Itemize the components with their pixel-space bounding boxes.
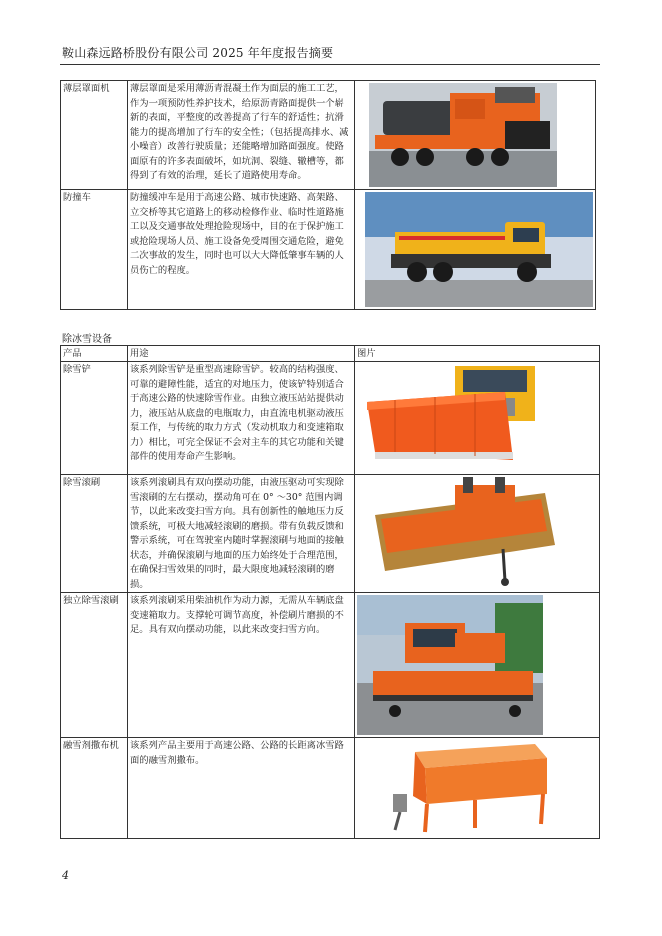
snow-brush-photo	[355, 475, 595, 589]
product-name: 独立除雪滚刷	[61, 593, 128, 738]
independent-snow-brush-photo	[355, 593, 595, 737]
product-name: 除雪铲	[61, 362, 128, 475]
product-name: 防撞车	[61, 190, 128, 310]
table-row	[61, 738, 600, 839]
snow-removal-equipment-table	[60, 345, 600, 839]
product-photo-cell	[355, 593, 600, 738]
maintenance-equipment-table	[60, 80, 596, 310]
column-header-usage: 用途	[128, 346, 355, 362]
product-description: 薄层罩面是采用薄沥青混凝土作为面层的施工工艺，作为一项预防性养护技术，给原沥青路面提供一个崭新的表面，平整度的改善提高了行车的舒适性；抗滑能力的提高增加了行车的安全性；（包括提高排水、减小噪音）改善行驶质量；还能略增加路面强度。使路面原有的许多表面破坏，如坑洞、裂缝、辙槽等，都得到了有效的治理，延长了道路使用寿命。	[128, 81, 355, 190]
product-description: 防撞缓冲车是用于高速公路、城市快速路、高架路、立交桥等其它道路上的移动检修作业、临时性道路施工以及交通事故处理抢险现场中，目的在于保护施工或抢险现场人员、施工设备免受周围交通危险，避免二次事故的发生，同时也可以大大降低肇事车辆的人员伤亡的程度。	[128, 190, 355, 310]
table-row	[61, 190, 596, 310]
section-title: 除冰雪设备	[62, 334, 112, 345]
product-description: 该系列滚刷采用柴油机作为动力源，无需从车辆底盘变速箱取力。支撑轮可调节高度，补偿刷片磨损的不足。具有双向摆动功能，以此来改变扫雪方向。	[128, 593, 355, 738]
product-photo-cell	[355, 81, 596, 190]
report-header: 鞍山森远路桥股份有限公司 2025 年年度报告摘要	[62, 46, 334, 60]
product-photo-cell	[355, 738, 600, 839]
table-header-row	[61, 346, 600, 362]
table-row	[61, 593, 600, 738]
product-name: 融雪剂撒布机	[61, 738, 128, 839]
table-row	[61, 475, 600, 593]
product-name: 薄层罩面机	[61, 81, 128, 190]
crash-buffer-truck-photo	[355, 190, 595, 309]
product-photo-cell	[355, 362, 600, 475]
product-description: 该系列滚刷具有双向摆动功能，由液压驱动可实现除雪滚刷的左右摆动，摆动角可在 0° ～30° 范围内调节，以此来改变扫雪方向。具有创新性的触地压力反馈系统，可极大地减轻滚刷的磨损。带有负载反馈和警示系统，可在驾驶室内随时掌握滚刷与地面的接触状态，并确保滚刷与地面的压力始终处于合理范围，在确保扫雪效果的同时，最大限度地减轻滚刷的磨损。	[128, 475, 355, 593]
product-name: 除雪滚刷	[61, 475, 128, 593]
deicer-spreader-photo	[355, 738, 595, 838]
product-photo-cell	[355, 475, 600, 593]
page-number: 4	[62, 869, 69, 882]
product-photo-cell	[355, 190, 596, 310]
product-description: 该系列产品主要用于高速公路、公路的长距离冰雪路面的融雪剂撒布。	[128, 738, 355, 839]
table-row	[61, 362, 600, 475]
column-header-picture: 图片	[355, 346, 600, 362]
header-divider	[60, 64, 600, 65]
product-description: 该系列除雪铲是重型高速除雪铲。较高的结构强度、可靠的避障性能，适宜的对地压力，使该铲特别适合于高速公路的快速除雪作业。由独立液压站站提供动力，液压站从底盘的电瓶取力，由直流电机驱动液压泵工作，与传统的取力方式（发动机取力和变速箱取力）相比，可完全保证不会对主车的其它功能和关键部件的使用寿命产生影响。	[128, 362, 355, 475]
thin-overlay-machine-photo	[355, 81, 595, 189]
column-header-product: 产品	[61, 346, 128, 362]
snow-plow-photo	[355, 362, 595, 474]
table-row	[61, 81, 596, 190]
